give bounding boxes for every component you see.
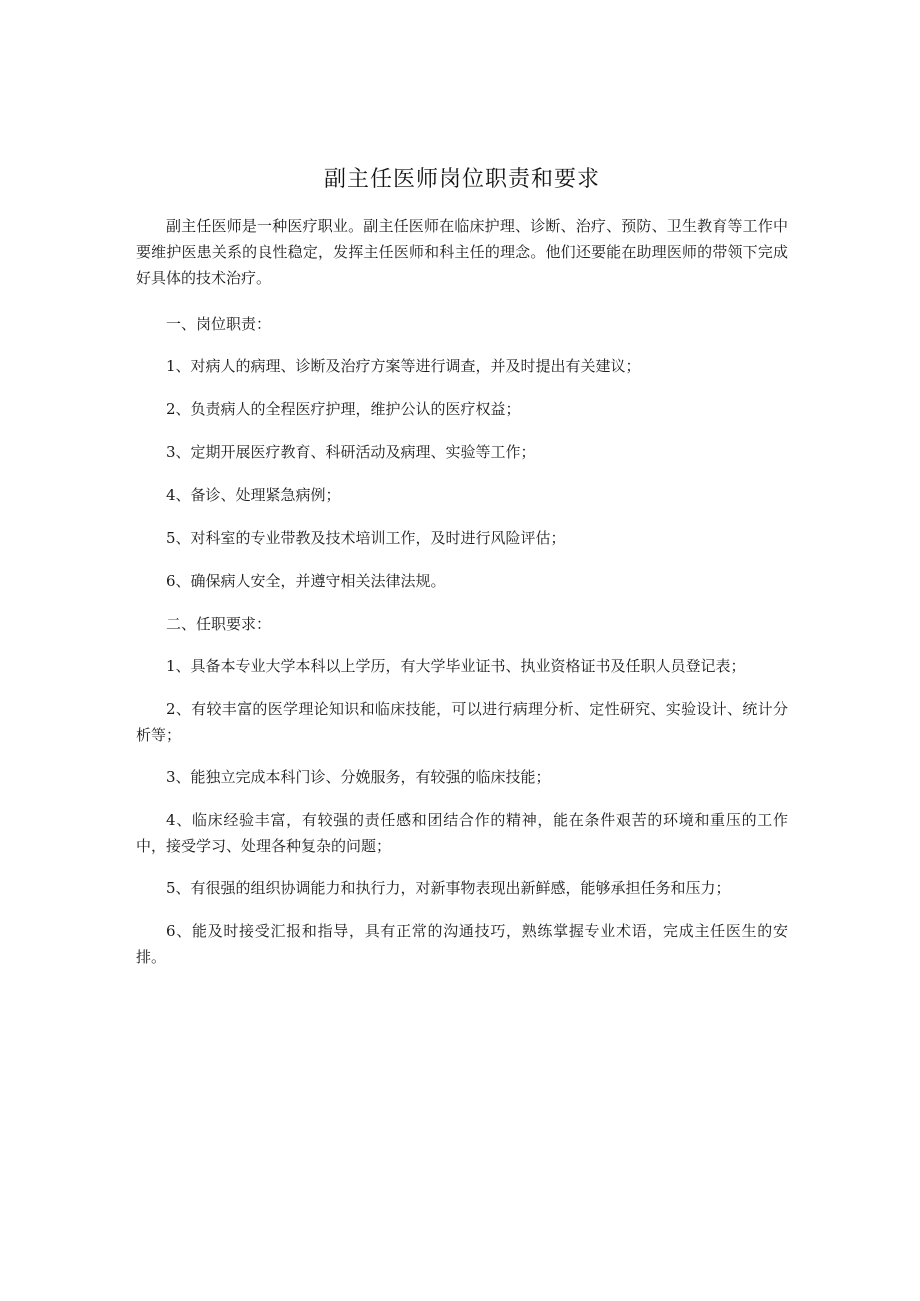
intro-paragraph: 副主任医师是一种医疗职业。副主任医师在临床护理、诊断、治疗、预防、卫生教育等工作中要维护医患关系的良性稳定，发挥主任医师和科主任的理念。他们还要能在助理医师的带领下完成好具体的技术治疗。 [136, 217, 788, 287]
requirement-item-2: 2、有较丰富的医学理论知识和临床技能，可以进行病理分析、定性研究、实验设计、统计分析等； [136, 700, 788, 744]
document-title: 副主任医师岗位职责和要求 [323, 167, 600, 192]
section-heading-requirements: 二、任职要求： [166, 615, 272, 633]
duty-item-4: 4、备诊、处理紧急病例； [166, 486, 341, 504]
requirement-item-4: 4、临床经验丰富，有较强的责任感和团结合作的精神，能在条件艰苦的环境和重压的工作中，接受学习、处理各种复杂的问题； [136, 811, 788, 855]
document-body [136, 165, 788, 986]
duty-item-1: 1、对病人的病理、诊断及治疗方案等进行调查，并及时提出有关建议； [166, 357, 641, 375]
duty-item-2: 2、负责病人的全程医疗护理，维护公认的医疗权益； [166, 400, 521, 418]
requirement-item-3: 3、能独立完成本科门诊、分娩服务，有较强的临床技能； [166, 768, 551, 786]
requirement-item-1: 1、具备本专业大学本科以上学历，有大学毕业证书、执业资格证书及任职人员登记表； [166, 657, 746, 675]
duty-item-5: 5、对科室的专业带教及技术培训工作，及时进行风险评估； [166, 529, 566, 547]
requirement-item-6: 6、能及时接受汇报和指导，具有正常的沟通技巧，熟练掌握专业术语，完成主任医生的安排。 [136, 922, 788, 966]
requirement-item-5: 5、有很强的组织协调能力和执行力，对新事物表现出新鲜感，能够承担任务和压力； [166, 879, 731, 897]
duty-item-3: 3、定期开展医疗教育、科研活动及病理、实验等工作； [166, 443, 536, 461]
section-heading-duties: 一、岗位职责： [166, 315, 272, 333]
duty-item-6: 6、确保病人安全，并遵守相关法律法规。 [166, 572, 446, 590]
